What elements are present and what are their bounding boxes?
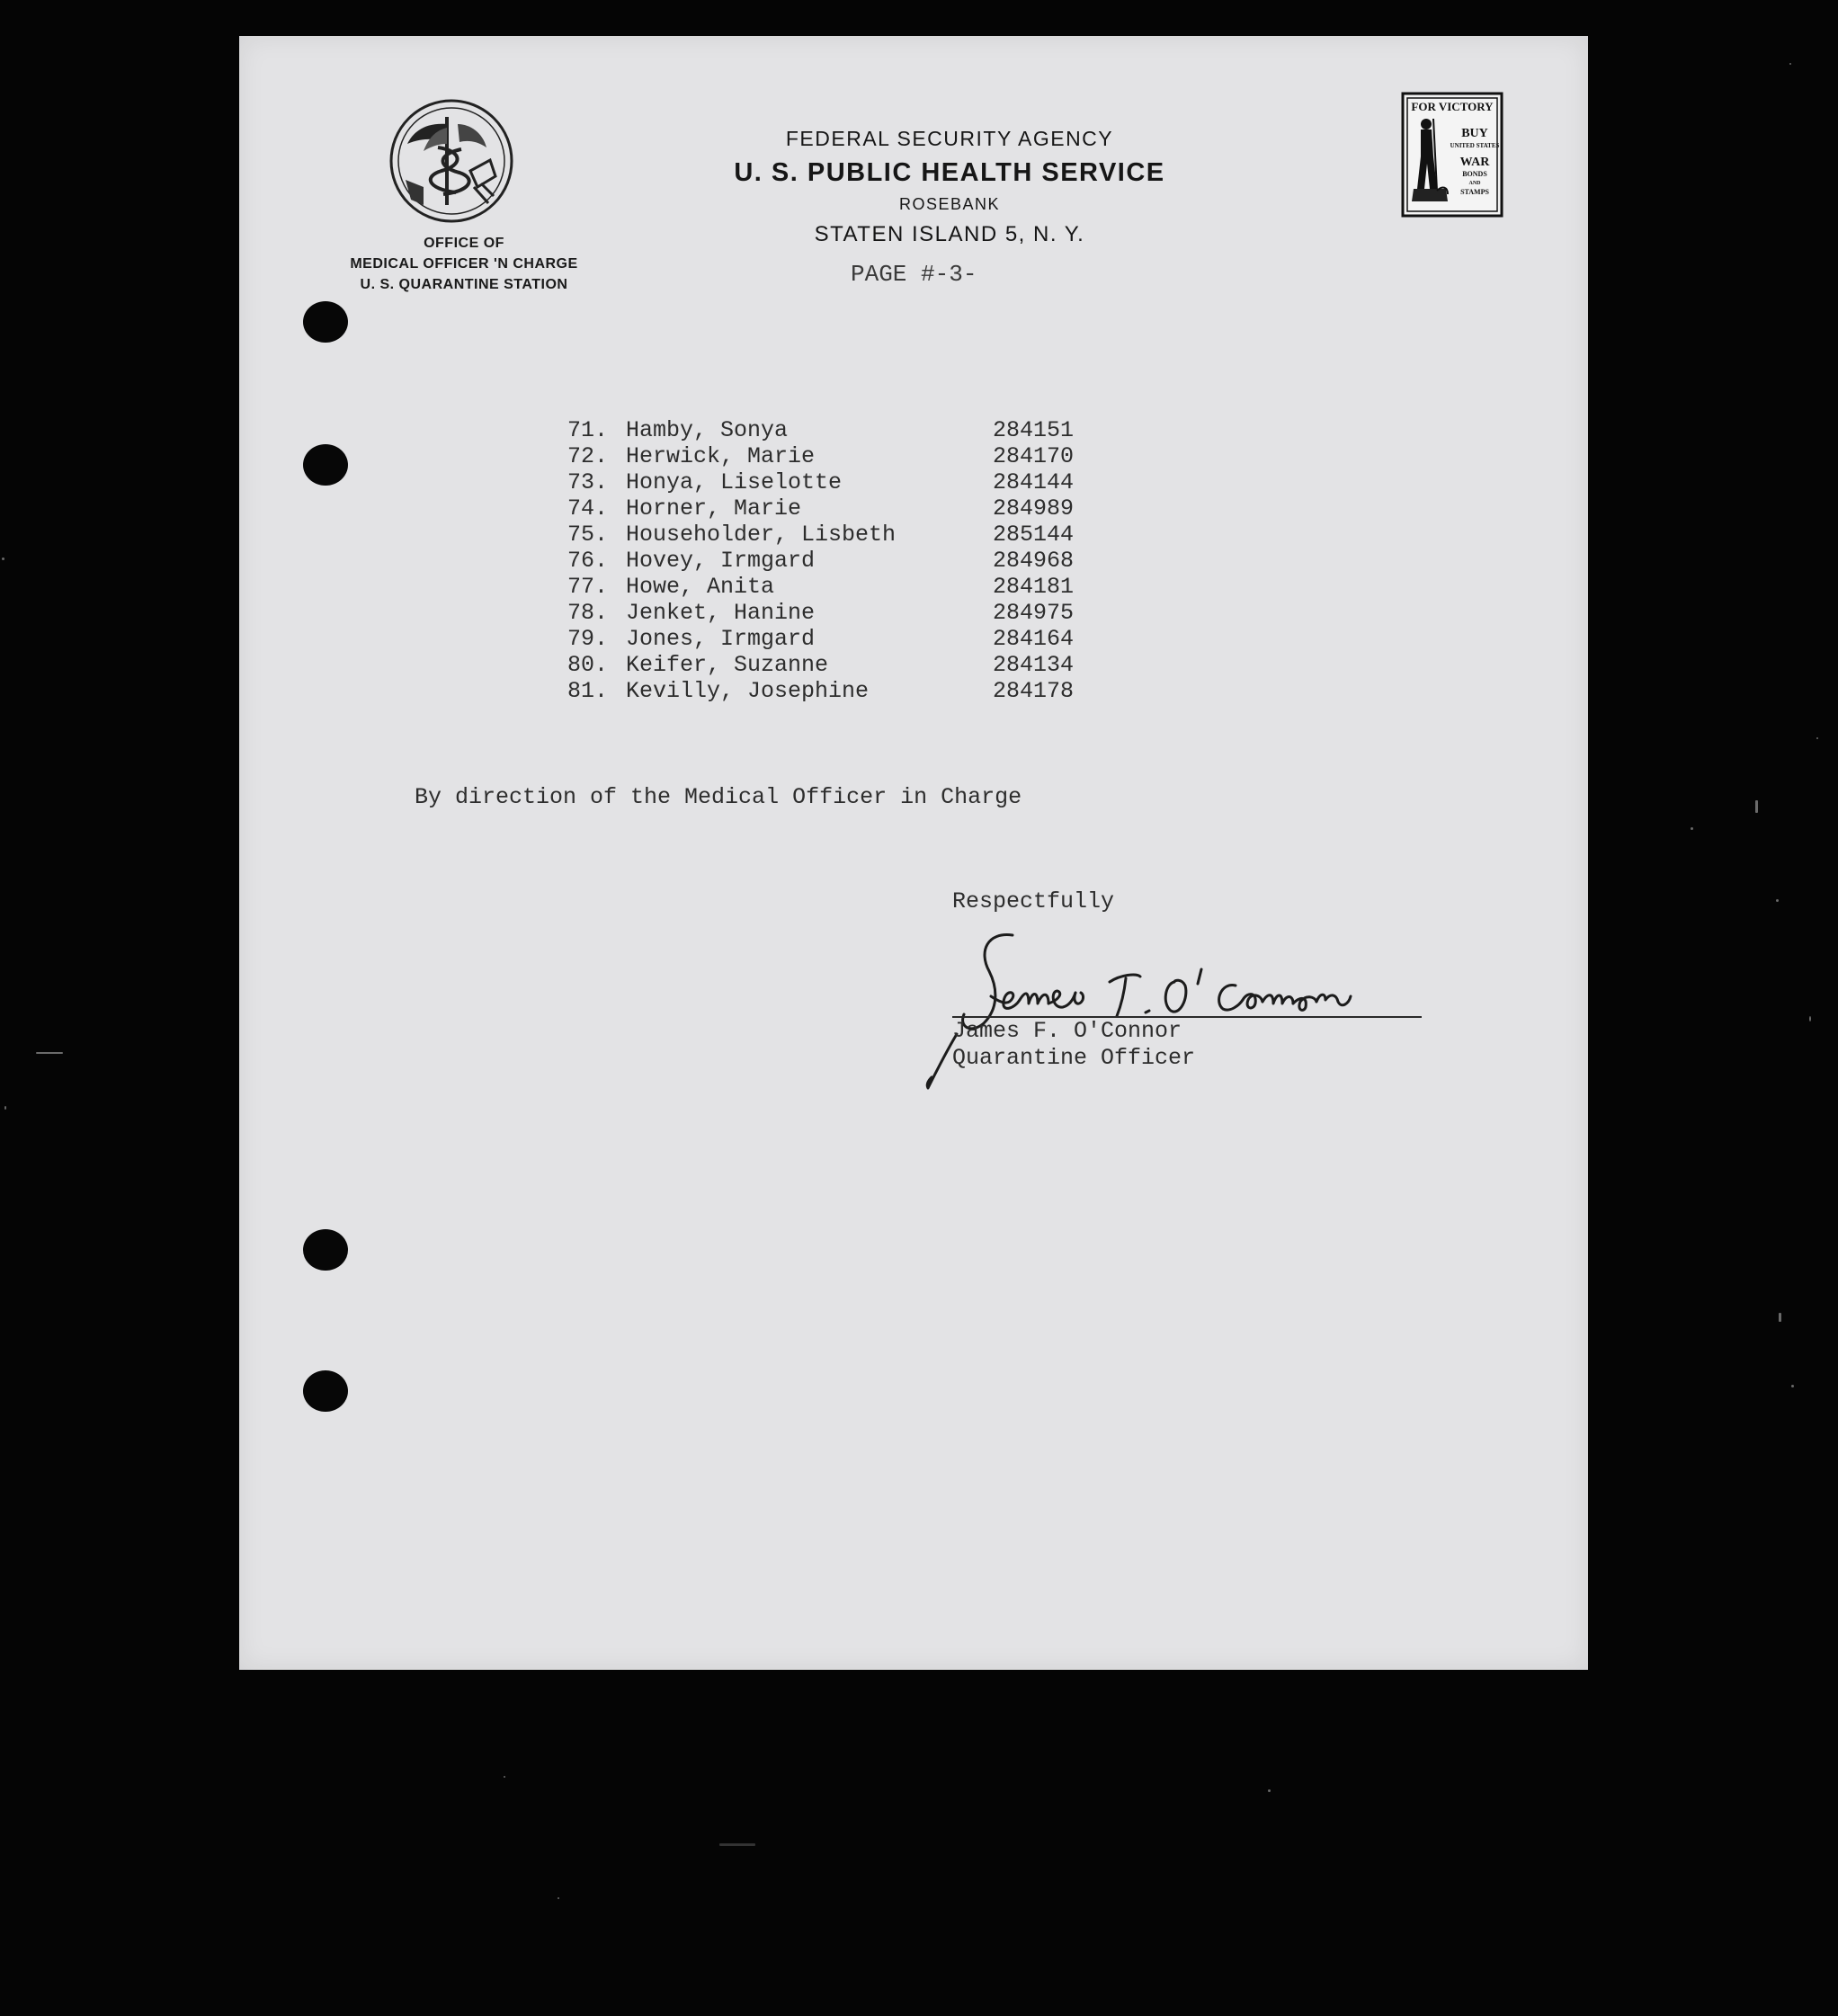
list-item	[552, 443, 1075, 469]
service-name: U. S. PUBLIC HEALTH SERVICE	[734, 158, 1165, 187]
entry-code: 285144	[993, 522, 1075, 548]
stamp-stamps: STAMPS	[1460, 188, 1489, 196]
list-item	[552, 600, 1075, 626]
entry-number: 75.	[567, 522, 608, 548]
entry-code: 284144	[993, 469, 1075, 495]
stamp-buy: BUY	[1461, 127, 1488, 140]
entry-code: 284989	[993, 495, 1075, 522]
entry-name: Kevilly, Josephine	[626, 678, 870, 704]
entry-name: Keifer, Suzanne	[626, 652, 829, 678]
entry-number: 74.	[567, 495, 608, 522]
list-item	[552, 522, 1075, 548]
agency-name: FEDERAL SECURITY AGENCY	[785, 127, 1114, 150]
list-item	[552, 417, 1075, 443]
entry-name: Horner, Marie	[626, 495, 802, 522]
entry-code: 284170	[993, 443, 1075, 469]
entry-number: 80.	[567, 652, 608, 678]
signer-title: Quarantine Officer	[952, 1045, 1196, 1071]
stamp-war: WAR	[1459, 156, 1490, 169]
entry-name: Howe, Anita	[626, 574, 775, 600]
signer-name: James F. O'Connor	[952, 1018, 1182, 1044]
list-item	[552, 548, 1075, 574]
letterhead	[644, 122, 1255, 252]
entry-name: Jenket, Hanine	[626, 600, 816, 626]
office-line-2: MEDICAL OFFICER 'N CHARGE	[350, 256, 578, 272]
entry-number: 72.	[567, 443, 608, 469]
war-bonds-stamp-icon	[1401, 92, 1503, 218]
list-item	[552, 469, 1075, 495]
office-line-3: U. S. QUARANTINE STATION	[360, 277, 568, 292]
locality: ROSEBANK	[898, 195, 1001, 213]
list-item	[552, 626, 1075, 652]
stamp-for-victory: FOR VICTORY	[1411, 100, 1494, 113]
entry-code: 284181	[993, 574, 1075, 600]
list-item	[552, 574, 1075, 600]
letter-page	[239, 36, 1588, 1670]
entry-code: 284151	[993, 417, 1075, 443]
entry-name: Householder, Lisbeth	[626, 522, 897, 548]
entry-code: 284968	[993, 548, 1075, 574]
city-address: STATEN ISLAND 5, N. Y.	[814, 222, 1085, 246]
punch-hole	[303, 444, 348, 486]
entry-name: Hamby, Sonya	[626, 417, 789, 443]
entry-name: Jones, Irmgard	[626, 626, 816, 652]
entry-number: 71.	[567, 417, 608, 443]
punch-hole	[303, 1229, 348, 1271]
punch-hole	[303, 1370, 348, 1412]
list-item	[552, 495, 1075, 522]
entry-number: 76.	[567, 548, 608, 574]
list-item	[552, 652, 1075, 678]
entry-code: 284975	[993, 600, 1075, 626]
office-block	[302, 233, 626, 295]
entry-code: 284178	[993, 678, 1075, 704]
stamp-united-states: UNITED STATES	[1450, 142, 1500, 149]
entry-code: 284164	[993, 626, 1075, 652]
entry-number: 73.	[567, 469, 608, 495]
roster-list	[552, 417, 1075, 704]
entry-name: Herwick, Marie	[626, 443, 816, 469]
entry-number: 78.	[567, 600, 608, 626]
punch-hole	[303, 301, 348, 343]
stamp-and: AND	[1468, 181, 1481, 186]
entry-number: 77.	[567, 574, 608, 600]
entry-code: 284134	[993, 652, 1075, 678]
public-health-service-seal-icon	[388, 97, 515, 225]
closing: Respectfully	[952, 888, 1115, 914]
direction-line: By direction of the Medical Officer in Charge	[415, 784, 1022, 810]
list-item	[552, 678, 1075, 704]
entry-name: Hovey, Irmgard	[626, 548, 816, 574]
office-line-1: OFFICE OF	[424, 236, 504, 251]
entry-name: Honya, Liselotte	[626, 469, 843, 495]
page-number: PAGE #-3-	[851, 261, 977, 288]
entry-number: 79.	[567, 626, 608, 652]
stamp-bonds: BONDS	[1462, 170, 1487, 178]
entry-number: 81.	[567, 678, 608, 704]
